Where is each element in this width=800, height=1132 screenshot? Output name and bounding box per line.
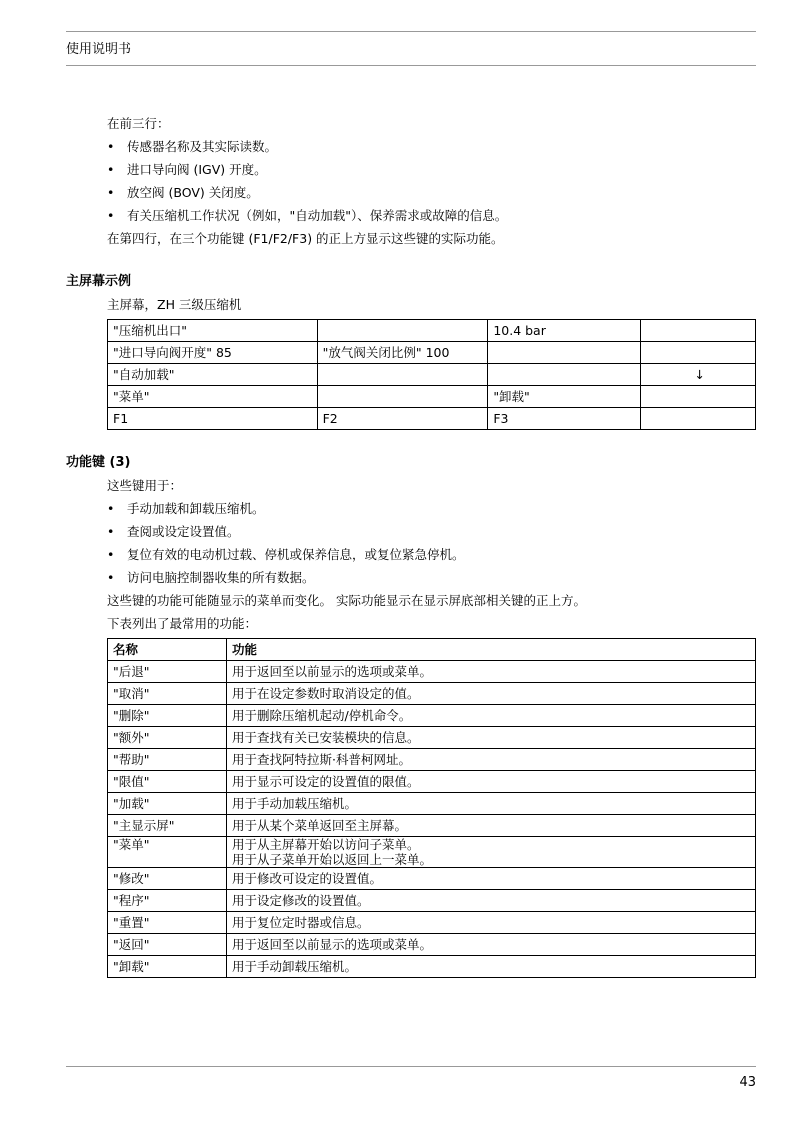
table-cell: "菜单" bbox=[108, 837, 227, 868]
list-item: • 进口导向阀 (IGV) 开度。 bbox=[107, 158, 756, 181]
table-row bbox=[108, 771, 756, 793]
function-keys-bullet-list bbox=[66, 497, 756, 589]
function-table-intro: 下表列出了最常用的功能： bbox=[107, 616, 258, 631]
table-cell: 用于手动加载压缩机。 bbox=[227, 793, 756, 815]
table-row bbox=[108, 912, 756, 934]
table-row bbox=[108, 934, 756, 956]
intro-bullet-list bbox=[66, 135, 756, 227]
table-cell: "放气阀关闭比例" 100 bbox=[317, 342, 488, 364]
table-row bbox=[108, 727, 756, 749]
page-content bbox=[66, 112, 756, 978]
table-row bbox=[108, 705, 756, 727]
intro-lead: 在前三行： bbox=[107, 116, 170, 131]
table-cell: 用于在设定参数时取消设定的值。 bbox=[227, 683, 756, 705]
table-cell: 用于从某个菜单返回至主屏幕。 bbox=[227, 815, 756, 837]
header-bottom-rule bbox=[66, 65, 756, 66]
table-cell: "主显示屏" bbox=[108, 815, 227, 837]
list-item: • 查阅或设定设置值。 bbox=[107, 520, 756, 543]
table-cell: "卸载" bbox=[488, 386, 641, 408]
list-item: • 放空阀 (BOV) 关闭度。 bbox=[107, 181, 756, 204]
table-row bbox=[108, 815, 756, 837]
function-keys-heading: 功能键 (3) bbox=[66, 455, 131, 470]
column-header: 功能 bbox=[227, 639, 756, 661]
table-row bbox=[108, 661, 756, 683]
table-cell: 10.4 bar bbox=[488, 320, 641, 342]
table-cell bbox=[641, 408, 756, 430]
main-screen-table bbox=[107, 319, 756, 430]
table-row bbox=[108, 890, 756, 912]
footer-rule bbox=[66, 1066, 756, 1067]
table-cell: "取消" bbox=[108, 683, 227, 705]
table-cell: "修改" bbox=[108, 868, 227, 890]
table-cell: "返回" bbox=[108, 934, 227, 956]
table-row bbox=[108, 342, 756, 364]
table-cell bbox=[488, 364, 641, 386]
table-cell: F3 bbox=[488, 408, 641, 430]
function-keys-lead: 这些键用于： bbox=[107, 478, 183, 493]
intro-fourth-line: 在第四行，在三个功能键 (F1/F2/F3) 的正上方显示这些键的实际功能。 bbox=[107, 231, 504, 246]
table-cell bbox=[641, 320, 756, 342]
table-cell: "压缩机出口" bbox=[108, 320, 318, 342]
list-item: • 传感器名称及其实际读数。 bbox=[107, 135, 756, 158]
table-row bbox=[108, 837, 756, 868]
table-row bbox=[108, 868, 756, 890]
table-cell: 用于设定修改的设置值。 bbox=[227, 890, 756, 912]
table-cell: "重置" bbox=[108, 912, 227, 934]
table-cell: 用于修改可设定的设置值。 bbox=[227, 868, 756, 890]
table-cell: F1 bbox=[108, 408, 318, 430]
table-cell: 用于返回至以前显示的选项或菜单。 bbox=[227, 661, 756, 683]
table-header-row bbox=[108, 639, 756, 661]
table-cell: 用于查找阿特拉斯·科普柯网址。 bbox=[227, 749, 756, 771]
table-cell: F2 bbox=[317, 408, 488, 430]
header-top-rule bbox=[66, 31, 756, 32]
table-row bbox=[108, 749, 756, 771]
table-cell: "删除" bbox=[108, 705, 227, 727]
table-cell bbox=[488, 342, 641, 364]
header-title: 使用说明书 bbox=[66, 42, 132, 57]
table-row bbox=[108, 320, 756, 342]
table-row bbox=[108, 364, 756, 386]
function-table bbox=[107, 638, 756, 978]
table-cell: "卸载" bbox=[108, 956, 227, 978]
table-cell: "额外" bbox=[108, 727, 227, 749]
table-cell: "进口导向阀开度" 85 bbox=[108, 342, 318, 364]
table-row bbox=[108, 956, 756, 978]
page-number: 43 bbox=[739, 1075, 756, 1090]
table-cell: 用于查找有关已安装模块的信息。 bbox=[227, 727, 756, 749]
arrow-down-icon: ↓ bbox=[641, 364, 756, 386]
table-cell bbox=[641, 342, 756, 364]
table-cell: 用于从主屏幕开始以访问子菜单。 用于从子菜单开始以返回上一菜单。 bbox=[227, 837, 756, 868]
table-row bbox=[108, 386, 756, 408]
table-cell: "菜单" bbox=[108, 386, 318, 408]
table-row bbox=[108, 408, 756, 430]
table-cell: 用于显示可设定的设置值的限值。 bbox=[227, 771, 756, 793]
table-cell: 用于返回至以前显示的选项或菜单。 bbox=[227, 934, 756, 956]
table-cell: 用于复位定时器或信息。 bbox=[227, 912, 756, 934]
main-screen-heading: 主屏幕示例 bbox=[66, 274, 132, 289]
table-cell: "程序" bbox=[108, 890, 227, 912]
table-row bbox=[108, 683, 756, 705]
table-cell: "后退" bbox=[108, 661, 227, 683]
table-row bbox=[108, 793, 756, 815]
list-item: • 复位有效的电动机过载、停机或保养信息，或复位紧急停机。 bbox=[107, 543, 756, 566]
column-header: 名称 bbox=[108, 639, 227, 661]
table-cell: "限值" bbox=[108, 771, 227, 793]
main-screen-subtitle: 主屏幕，ZH 三级压缩机 bbox=[107, 297, 242, 312]
list-item: • 有关压缩机工作状况（例如，"自动加载"）、保养需求或故障的信息。 bbox=[107, 204, 756, 227]
table-cell: "自动加载" bbox=[108, 364, 318, 386]
table-cell bbox=[317, 364, 488, 386]
table-cell bbox=[641, 386, 756, 408]
list-item: • 访问电脑控制器收集的所有数据。 bbox=[107, 566, 756, 589]
function-keys-note: 这些键的功能可能随显示的菜单而变化。 实际功能显示在显示屏底部相关键的正上方。 bbox=[107, 593, 586, 608]
list-item: • 手动加载和卸载压缩机。 bbox=[107, 497, 756, 520]
table-cell: "帮助" bbox=[108, 749, 227, 771]
table-cell bbox=[317, 320, 488, 342]
table-cell bbox=[317, 386, 488, 408]
table-cell: 用于删除压缩机起动/停机命令。 bbox=[227, 705, 756, 727]
table-cell: "加载" bbox=[108, 793, 227, 815]
table-cell: 用于手动卸载压缩机。 bbox=[227, 956, 756, 978]
